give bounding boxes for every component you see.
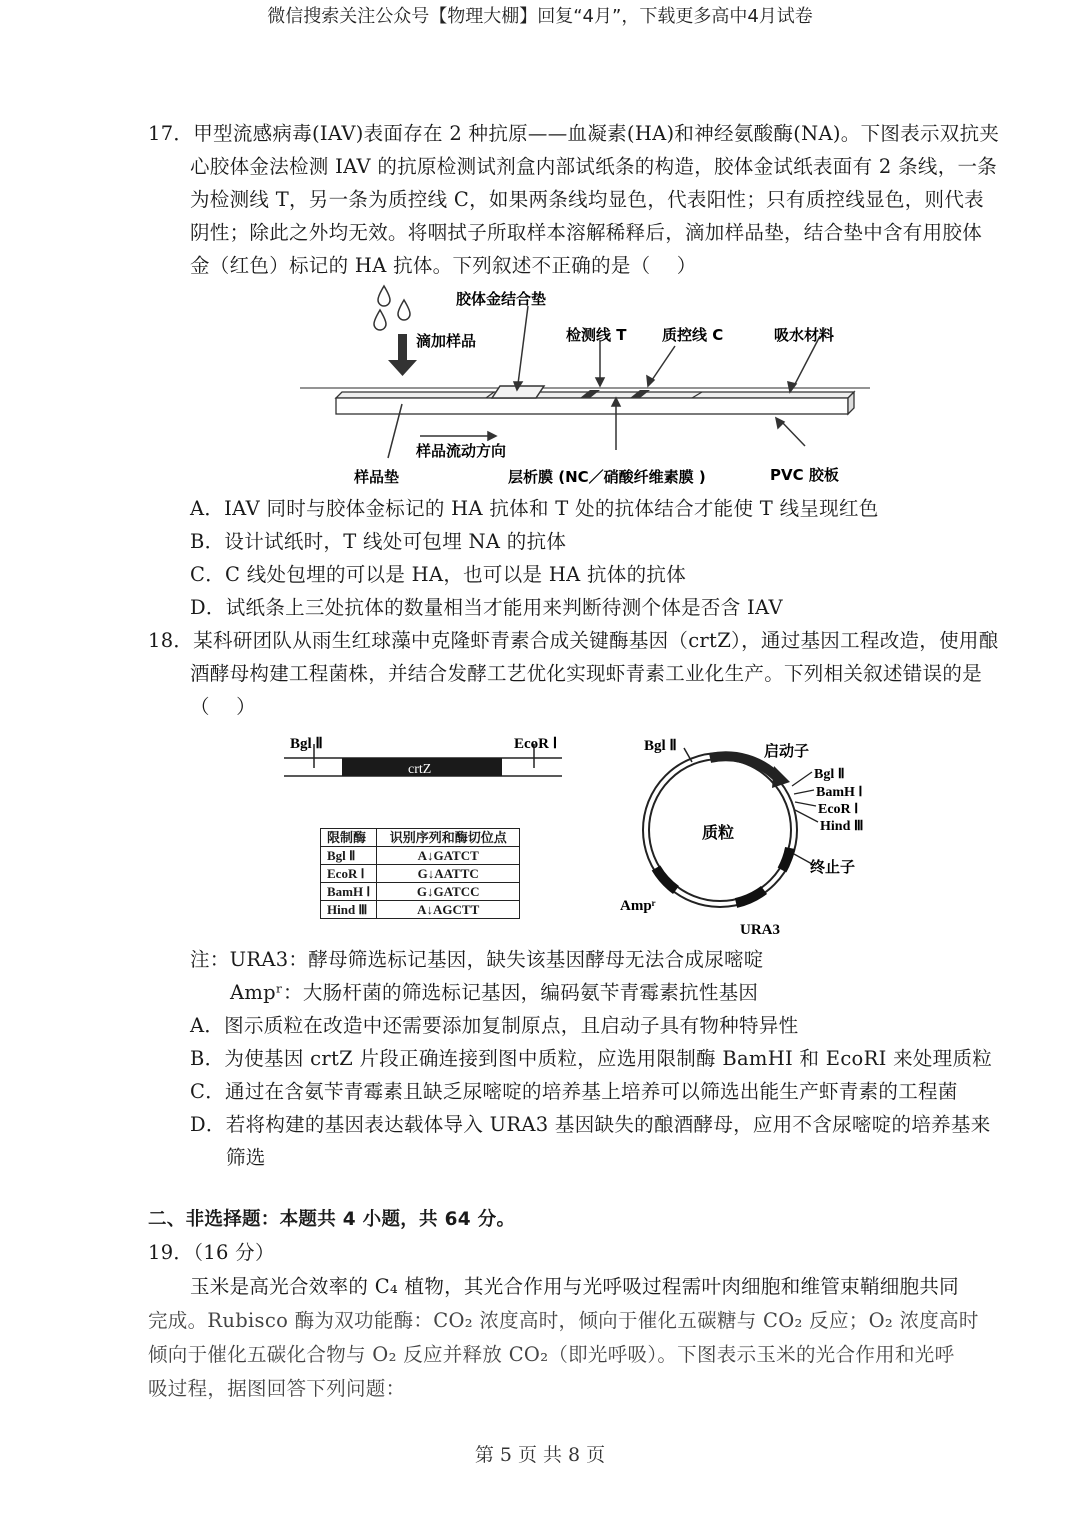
label-site-hind: Hind Ⅲ xyxy=(820,819,864,834)
page-banner: 微信搜索关注公众号【物理大棚】回复“4月”，下载更多高中4月试卷 xyxy=(267,6,813,27)
q18-option-b: B．为使基因 crtZ 片段正确连接到图中质粒，应选用限制酶 BamHI 和 EcoRI 来处理质粒 xyxy=(190,1047,993,1070)
label-colloid-pad: 胶体金结合垫 xyxy=(456,290,547,308)
plasmid-diagram xyxy=(614,730,894,940)
label-test-line: 检测线 T xyxy=(566,326,627,344)
label-ura3: URA3 xyxy=(740,922,780,938)
q18-option-c: C．通过在含氨苄青霉素且缺乏尿嘧啶的培养基上培养可以筛选出能生产虾青素的工程菌 xyxy=(190,1080,958,1103)
label-plasmid: 质粒 xyxy=(702,823,735,842)
page-number: 第 5 页 共 8 页 xyxy=(474,1444,606,1466)
label-bgl-left: Bgl Ⅱ xyxy=(290,736,323,752)
table-cell: G↓GATCC xyxy=(377,883,520,901)
table-row xyxy=(321,901,520,919)
enzyme-table xyxy=(320,828,520,919)
q19-head: 19．（16 分） xyxy=(148,1241,275,1264)
q18-note-1: 注：URA3：酵母筛选标记基因，缺失该基因酵母无法合成尿嘧啶 xyxy=(190,948,764,971)
table-cell: Hind Ⅲ xyxy=(321,901,377,919)
q17-line-1: 17．甲型流感病毒(IAV)表面存在 2 种抗原——血凝素(HA)和神经氨酸酶(NA)。下图表示双抗夹 xyxy=(148,122,1000,145)
q19-line-2: 完成。Rubisco 酶为双功能酶：CO₂ 浓度高时，倾向于催化五碳糖与 CO₂ 反应；O₂ 浓度高时 xyxy=(148,1309,979,1332)
q18-option-d-cont: 筛选 xyxy=(226,1146,266,1169)
q18-line-1: 18．某科研团队从雨生红球藻中克隆虾青素合成关键酶基因（crtZ），通过基因工程改造，使用酿 xyxy=(148,629,999,652)
label-amp: Ampʳ xyxy=(620,898,656,914)
q19-line-1: 玉米是高光合效率的 C₄ 植物，其光合作用与光呼吸过程需叶肉细胞和维管束鞘细胞共同 xyxy=(190,1275,959,1298)
q18-note-2: Ampʳ：大肠杆菌的筛选标记基因，编码氨苄青霉素抗性基因 xyxy=(230,981,759,1004)
label-sample-pad: 样品垫 xyxy=(354,468,400,486)
label-terminator: 终止子 xyxy=(810,858,856,876)
label-ecor-right: EcoR Ⅰ xyxy=(514,736,558,752)
label-promoter: 启动子 xyxy=(764,742,810,760)
label-pvc: PVC 胶板 xyxy=(770,466,839,484)
label-site-bamh: BamH Ⅰ xyxy=(816,785,863,800)
table-row xyxy=(321,847,520,865)
table-row xyxy=(321,865,520,883)
q19-line-4: 吸过程，据图回答下列问题： xyxy=(148,1377,406,1400)
label-site-bgl: Bgl Ⅱ xyxy=(814,767,845,782)
label-absorbent: 吸水材料 xyxy=(774,326,835,344)
droplet-icon xyxy=(374,286,410,330)
q17-option-a: A．IAV 同时与胶体金标记的 HA 抗体和 T 处的抗体结合才能使 T 线呈现红色 xyxy=(190,497,879,520)
q18-option-a: A．图示质粒在改造中还需要添加复制原点，且启动子具有物种特异性 xyxy=(190,1014,799,1037)
label-plasmid-bgl: Bgl Ⅱ xyxy=(644,738,677,754)
table-cell: EcoR Ⅰ xyxy=(321,865,377,883)
q18-line-2: 酒酵母构建工程菌株，并结合发酵工艺优化实现虾青素工业化生产。下列相关叙述错误的是 xyxy=(190,662,983,685)
table-header-site: 识别序列和酶切位点 xyxy=(377,829,520,847)
gene-fragment-diagram xyxy=(282,728,572,788)
table-cell: A↓GATCT xyxy=(377,847,520,865)
q17-option-d: D．试纸条上三处抗体的数量相当才能用来判断待测个体是否含 IAV xyxy=(190,596,783,619)
q18-line-3: （ ） xyxy=(190,695,256,718)
test-strip-diagram xyxy=(300,282,870,492)
table-cell: G↓AATTC xyxy=(377,865,520,883)
table-cell: BamH Ⅰ xyxy=(321,883,377,901)
table-header-enzyme: 限制酶 xyxy=(321,829,377,847)
table-row xyxy=(321,829,520,847)
q17-line-3: 为检测线 T，另一条为质控线 C，如果两条线均显色，代表阳性；只有质控线显色，则代表 xyxy=(190,188,984,211)
label-membrane: 层析膜 (NC／硝酸纤维素膜 ) xyxy=(508,468,706,486)
q17-line-4: 阴性；除此之外均无效。将咽拭子所取样本溶解稀释后，滴加样品垫，结合垫中含有用胶体 xyxy=(190,221,983,244)
add-sample-arrow xyxy=(388,334,417,376)
label-flow-direction: 样品流动方向 xyxy=(416,442,507,460)
label-site-ecor: EcoR Ⅰ xyxy=(818,802,859,817)
table-cell: A↓AGCTT xyxy=(377,901,520,919)
q17-line-2: 心胶体金法检测 IAV 的抗原检测试剂盒内部试纸条的构造，胶体金试纸表面有 2 条线，一条 xyxy=(190,155,998,178)
label-add-sample: 滴加样品 xyxy=(416,332,477,350)
q19-line-3: 倾向于催化五碳化合物与 O₂ 反应并释放 CO₂（即光呼吸）。下图表示玉米的光合作用和光呼 xyxy=(148,1343,955,1366)
q17-option-b: B．设计试纸时，T 线处可包埋 NA 的抗体 xyxy=(190,530,567,553)
q17-option-c: C．C 线处包埋的可以是 HA，也可以是 HA 抗体的抗体 xyxy=(190,563,687,586)
section-heading: 二、非选择题：本题共 4 小题，共 64 分。 xyxy=(148,1209,516,1230)
table-row xyxy=(321,883,520,901)
q17-line-5: 金（红色）标记的 HA 抗体。下列叙述不正确的是（ ） xyxy=(190,254,697,277)
label-control-line: 质控线 C xyxy=(662,326,724,344)
label-crtz: crtZ xyxy=(408,762,432,777)
table-cell: Bgl Ⅱ xyxy=(321,847,377,865)
q18-option-d: D．若将构建的基因表达载体导入 URA3 基因缺失的酿酒酵母，应用不含尿嘧啶的培养基来 xyxy=(190,1113,991,1136)
